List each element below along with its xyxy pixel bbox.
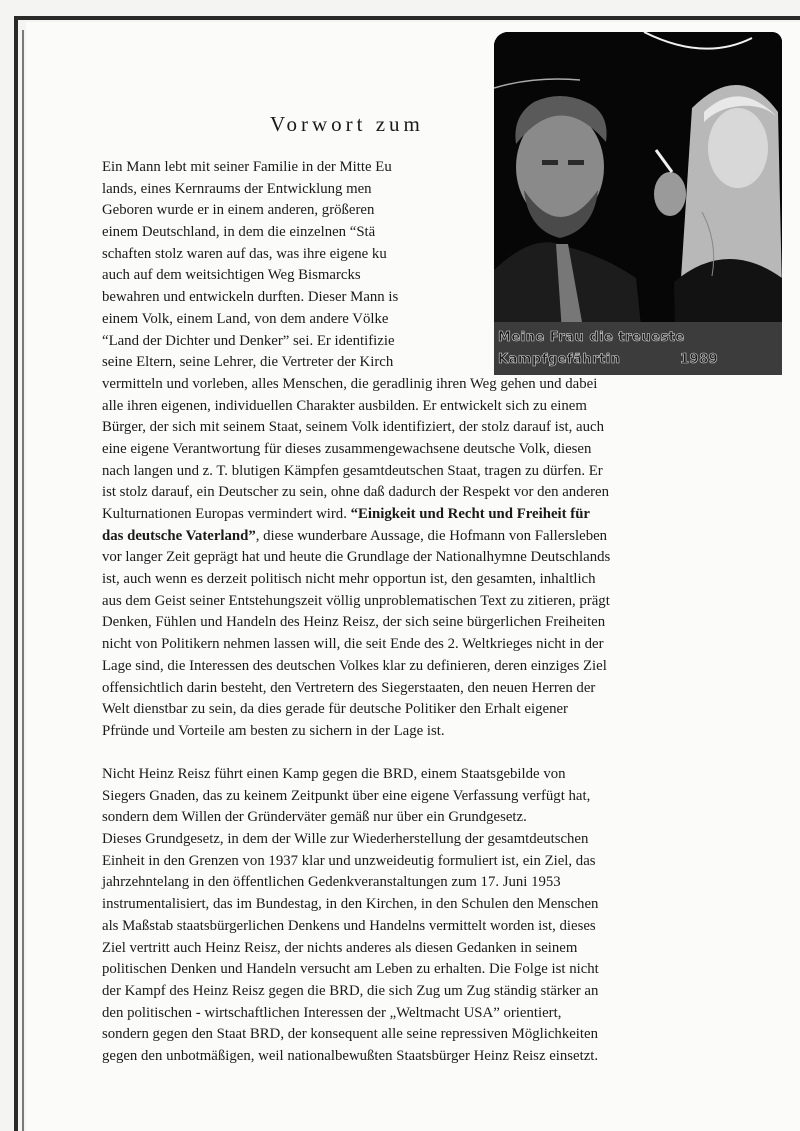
text-line: Ziel vertritt auch Heinz Reisz, der nichts anderes als diesen Gedanken in seinem: [102, 939, 578, 956]
text-line: ist, auch wenn es derzeit politisch nicht mehr opportun ist, den gesamten, inhaltlich: [102, 571, 596, 588]
text-segment: , diese wunderbare Aussage, die Hofmann von Fallersleben: [255, 527, 608, 544]
text-line: eine eigene Verantwortung für dieses zusammengewachsene deutsche Volk, diesen: [102, 440, 592, 457]
text-line: Welt dienstbar zu sein, da dies gerade für deutsche Politiker den Erhalt eigener: [102, 701, 568, 718]
text-line: sondern gegen den Staat BRD, der konsequent alle seine repressiven Möglichkeiten: [102, 1026, 598, 1043]
text-line: den politischen - wirtschaftlichen Interessen der „Weltmacht USA” orientiert,: [102, 1004, 562, 1021]
text-line: als Maßstab staatsbürgerlichen Denkens und Handelns vermittelt worden ist, dieses: [102, 917, 596, 934]
scan-border-top: [14, 16, 800, 20]
text-line: bewahren und entwickeln durften. Dieser Mann is: [102, 289, 399, 306]
text-line: politischen Denken und Handeln versucht am Leben zu erhalten. Die Folge ist nicht: [102, 961, 599, 978]
text-line-mixed: [102, 526, 750, 548]
text-line: alle ihren eigenen, individuellen Charakter ausbilden. Er entwickelt sich zu einem: [102, 397, 587, 414]
text-line: ist stolz darauf, ein Deutscher zu sein, ohne daß dadurch der Respekt vor den anderen: [102, 484, 610, 501]
text-line: vor langer Zeit geprägt hat und heute die Grundlage der Nationalhymne Deutschlands: [102, 549, 611, 566]
caption-line-1: Meine Frau die treueste: [498, 330, 685, 345]
text-line: schaften stolz waren auf das, was ihre eigene ku: [102, 245, 387, 262]
text-line: Siegers Gnaden, das zu keinem Zeitpunkt über eine eigene Verfassung verfügt hat,: [102, 787, 591, 804]
text-line: Bürger, der sich mit seinem Staat, seinem Volk identifiziert, der stolz darauf ist, auch: [102, 419, 604, 436]
text-line: nicht von Politikern nehmen lassen will, die seit Ende des 2. Weltkrieges nicht in der: [102, 636, 604, 653]
text-line: Geboren wurde er in einem anderen, größeren: [102, 202, 375, 219]
text-line: jahrzehntelang in den öffentlichen Gedenkveranstaltungen zum 17. Juni 1953: [102, 874, 561, 891]
text-segment: Kulturnationen Europas vermindert wird.: [102, 506, 351, 522]
text-line: “Land der Dichter und Denker” sei. Er identifizie: [102, 332, 395, 349]
caption-line-2: Kampfgefährtin: [498, 352, 621, 367]
scan-border-left: [14, 16, 18, 1131]
text-line: gegen den unbotmäßigen, weil nationalbewußten Staatsbürger Heinz Reisz einsetzt.: [102, 1047, 599, 1064]
text-line: einem Volk, einem Land, von dem andere Völke: [102, 310, 389, 327]
text-line: der Kampf des Heinz Reisz gegen die BRD, die sich Zug um Zug ständig stärker an: [102, 982, 599, 999]
text-line: Ein Mann lebt mit seiner Familie in der Mitte Eu: [102, 159, 392, 175]
text-line: aus dem Geist seiner Entstehungszeit völlig unproblematischen Text zu zitieren, prägt: [102, 592, 610, 609]
text-line: Dieses Grundgesetz, in dem der Wille zur Wiederherstellung der gesamtdeutschen: [102, 831, 589, 848]
text-line: auch auf dem weitsichtigen Weg Bismarcks: [102, 267, 361, 284]
pasted-photo: [494, 32, 782, 375]
text-line-mixed: [102, 504, 750, 526]
text-line: Einheit in den Grenzen von 1937 klar und unzweideutig formuliert ist, ein Ziel, das: [102, 852, 596, 869]
page-title: Vorwort zum: [270, 112, 424, 136]
text-line: einem Deutschland, in dem die einzelnen “Stä: [102, 224, 376, 241]
paragraph-2: [102, 764, 750, 1068]
text-line: nach langen und z. T. blutigen Kämpfen gesamtdeutschen Staat, tragen zu dürfen. Er: [102, 462, 603, 479]
text-line: offensichtlich darin besteht, den Vertretern des Siegerstaaten, den neuen Herren der: [102, 679, 596, 696]
bold-quote: das deutsche Vaterland”: [102, 527, 256, 544]
text-line: Nicht Heinz Reisz führt einen Kamp gegen die BRD, einem Staatsgebilde von: [102, 766, 566, 782]
bold-quote: “Einigkeit und Recht und Freiheit für: [350, 506, 590, 522]
text-line: Pfründe und Vorteile am besten zu sichern in der Lage ist.: [102, 722, 445, 739]
text-line: instrumentalisiert, das im Bundestag, in den Kirchen, in den Schulen den Menschen: [102, 896, 599, 913]
text-line: vermitteln und vorleben, alles Menschen, die geradlinig ihren Weg gehen und dabei: [102, 375, 598, 392]
scan-border-left-inner: [22, 30, 24, 1131]
text-line: sondern dem Willen der Gründerväter gemäß nur über ein Grundgesetz.: [102, 809, 527, 826]
text-line: seine Eltern, seine Lehrer, die Vertreter der Kirch: [102, 354, 394, 371]
caption-year: 1989: [680, 352, 719, 367]
photo-caption: [494, 322, 782, 375]
text-line: Lage sind, die Interessen des deutschen Volkes klar zu definieren, deren einziges Ziel: [102, 657, 607, 674]
text-line: Denken, Fühlen und Handeln des Heinz Reisz, der sich seine bürgerlichen Freiheiten: [102, 614, 606, 631]
text-line: lands, eines Kernraums der Entwicklung men: [102, 180, 372, 197]
